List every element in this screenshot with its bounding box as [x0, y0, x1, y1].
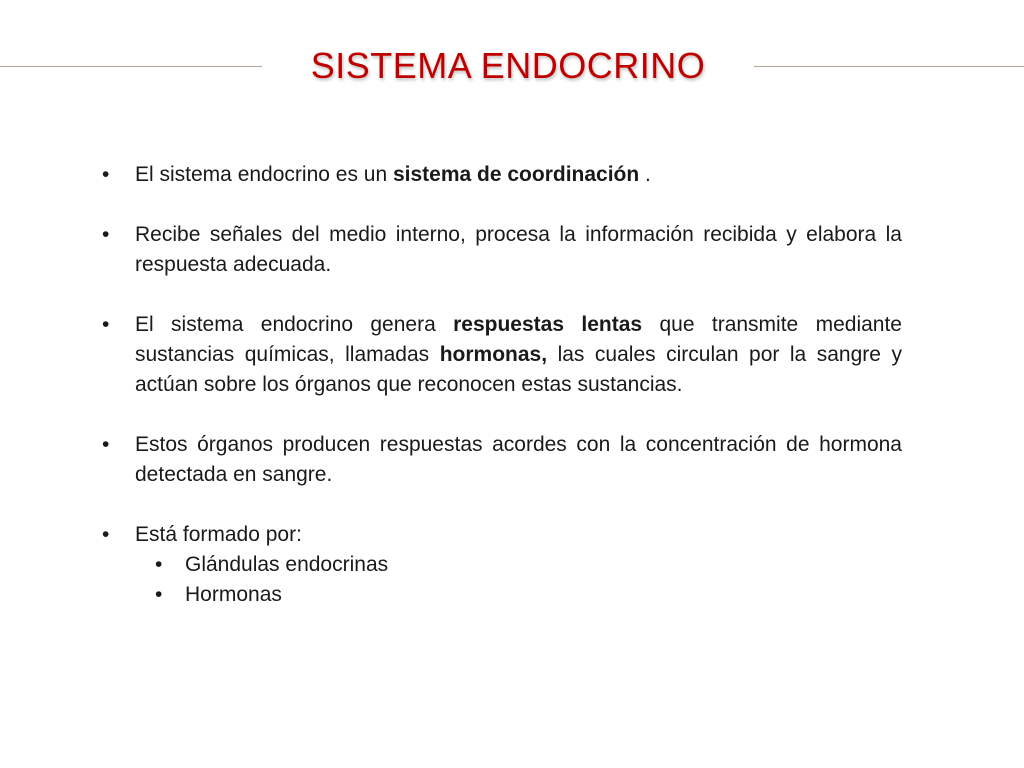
bullet-text: . — [639, 163, 651, 186]
sub-bullet-text: Glándulas endocrinas — [185, 553, 389, 576]
bullet-bold-text: respuestas lentas — [453, 313, 643, 336]
sub-bullet-list — [135, 550, 902, 610]
bullet-text: que transmite mediante sustancias químicas, llamadas — [135, 313, 902, 366]
bullet-text: Está formado por: — [135, 523, 302, 546]
bullet-signals — [102, 220, 902, 280]
bullet-bold-text: hormonas, — [439, 343, 548, 366]
bullet-coordination — [102, 160, 902, 190]
title-rule-right — [754, 66, 1024, 67]
bullet-text: las cuales circulan por la sangre y actúan sobre los órganos que reconocen estas sustancias. — [135, 343, 902, 396]
sub-bullet-text: Hormonas — [185, 583, 282, 606]
bullet-text: El sistema endocrino genera — [135, 313, 454, 336]
bullet-text: Estos órganos producen respuestas acordes con la concentración de hormona detectada en sangre. — [135, 433, 902, 486]
bullet-text: El sistema endocrino es un — [135, 163, 393, 186]
bullet-slow-responses — [102, 310, 902, 400]
bullet-list — [102, 160, 902, 610]
bullet-text: Recibe señales del medio interno, procesa la información recibida y elabora la respuesta adecuada. — [135, 223, 902, 276]
bullet-composition — [102, 520, 902, 610]
bullet-organs — [102, 430, 902, 490]
sub-bullet-hormones — [135, 580, 902, 610]
bullet-bold-text: sistema de coordinación — [392, 163, 640, 186]
sub-bullet-glands — [135, 550, 902, 580]
title-rule-left — [0, 66, 262, 67]
slide-title: SISTEMA ENDOCRINO — [310, 45, 706, 86]
